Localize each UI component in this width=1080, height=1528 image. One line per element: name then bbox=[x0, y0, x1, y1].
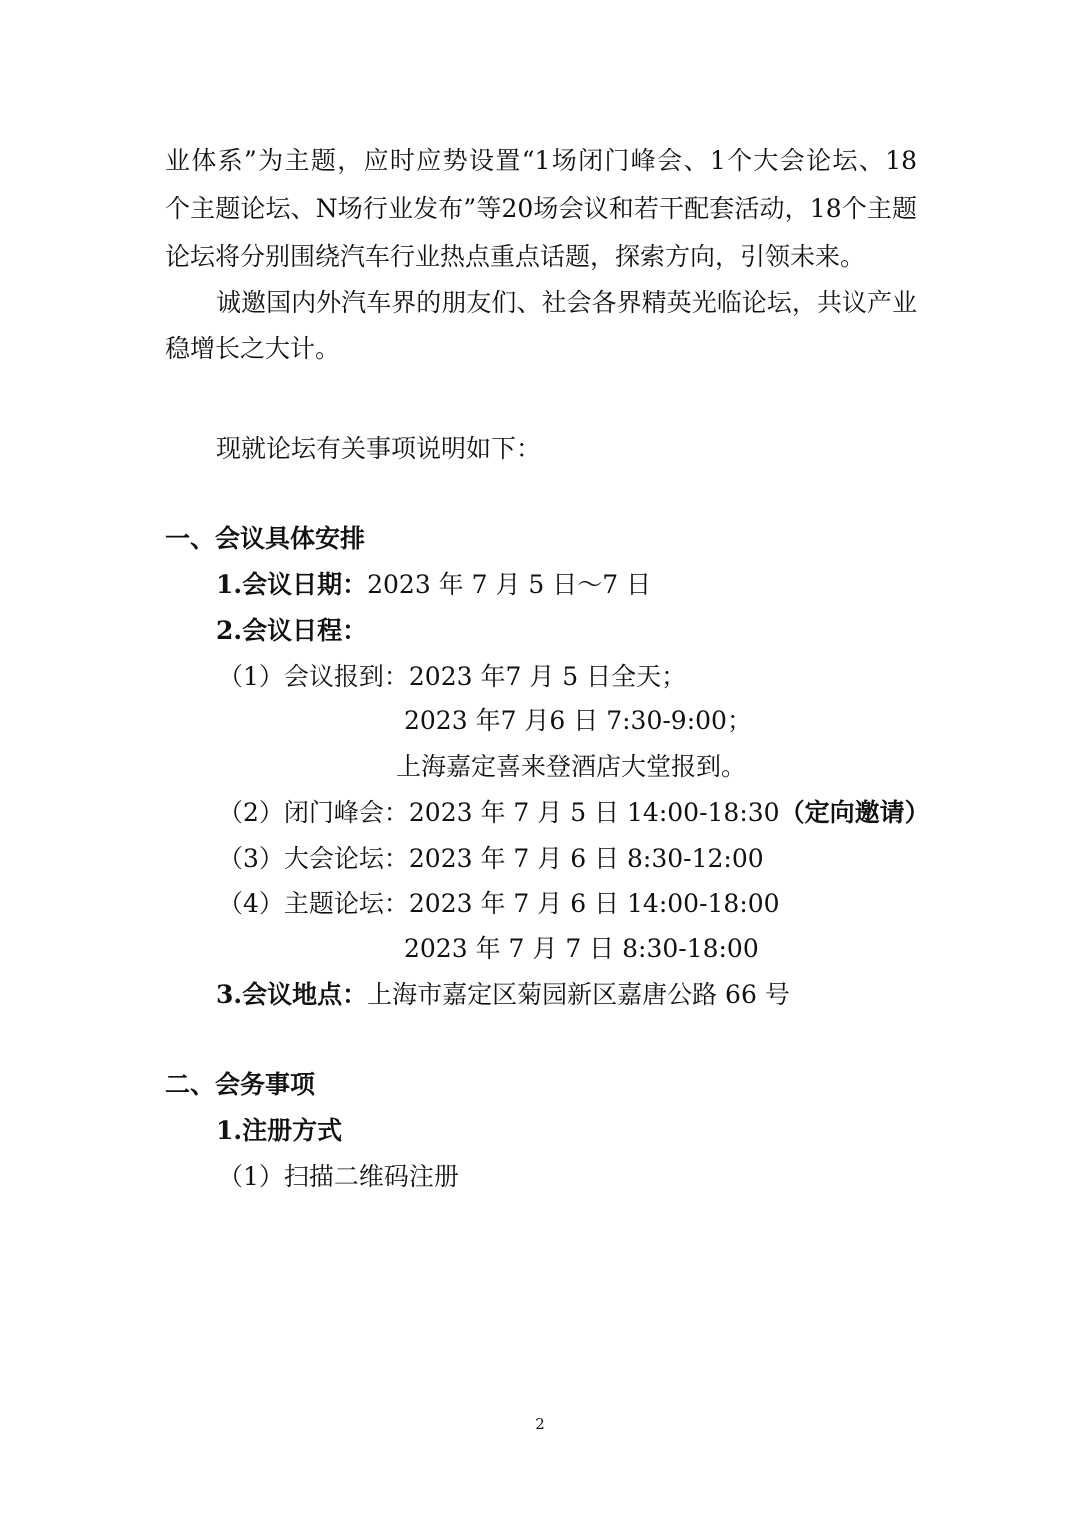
schedule-summit bbox=[218, 796, 930, 830]
intro-line-2: 个主题论坛、N场行业发布”等20场会议和若干配套活动，18个主题 bbox=[165, 194, 917, 223]
meeting-schedule-label: 2.会议日程： bbox=[216, 616, 368, 645]
intro-line-1: 业体系”为主题，应时应势设置“1场闭门峰会、1个大会论坛、18 bbox=[165, 146, 917, 175]
schedule-plenary: （3）大会论坛：2023 年 7 月 6 日 8:30-12:00 bbox=[218, 844, 764, 873]
schedule-theme-cont: 2023 年 7 月 7 日 8:30-18:00 bbox=[404, 934, 759, 963]
meeting-date-label: 1.会议日期： bbox=[216, 570, 368, 599]
invite-line-1: 诚邀国内外汽车界的朋友们、社会各界精英光临论坛，共议产业 bbox=[216, 288, 917, 317]
registration-method: 1.注册方式 bbox=[216, 1116, 343, 1145]
intro-line-3: 论坛将分别围绕汽车行业热点重点话题，探索方向，引领未来。 bbox=[165, 242, 866, 271]
schedule-summit-note: （定向邀请） bbox=[779, 798, 930, 827]
notice-line: 现就论坛有关事项说明如下： bbox=[216, 434, 542, 463]
meeting-date-value: 2023 年 7 月 5 日～7 日 bbox=[367, 570, 652, 599]
schedule-registration-cont-1: 2023 年7 月6 日 7:30-9:00； bbox=[404, 706, 752, 735]
meeting-venue-value: 上海市嘉定区菊园新区嘉唐公路 66 号 bbox=[367, 980, 790, 1009]
schedule-registration-cont-2: 上海嘉定喜来登酒店大堂报到。 bbox=[396, 752, 747, 781]
meeting-venue bbox=[216, 978, 790, 1012]
section1-heading: 一、会议具体安排 bbox=[165, 524, 366, 553]
schedule-summit-text: （2）闭门峰会：2023 年 7 月 5 日 14:00-18:30 bbox=[218, 798, 780, 827]
meeting-venue-label: 3.会议地点： bbox=[216, 980, 368, 1009]
registration-scan: （1）扫描二维码注册 bbox=[218, 1162, 459, 1191]
invite-line-2: 稳增长之大计。 bbox=[165, 334, 341, 363]
meeting-date bbox=[216, 568, 651, 602]
page-number: 2 bbox=[535, 1415, 545, 1433]
schedule-registration: （1）会议报到：2023 年7 月 5 日全天； bbox=[218, 662, 687, 691]
schedule-theme: （4）主题论坛：2023 年 7 月 6 日 14:00-18:00 bbox=[218, 889, 780, 918]
section2-heading: 二、会务事项 bbox=[165, 1070, 316, 1099]
